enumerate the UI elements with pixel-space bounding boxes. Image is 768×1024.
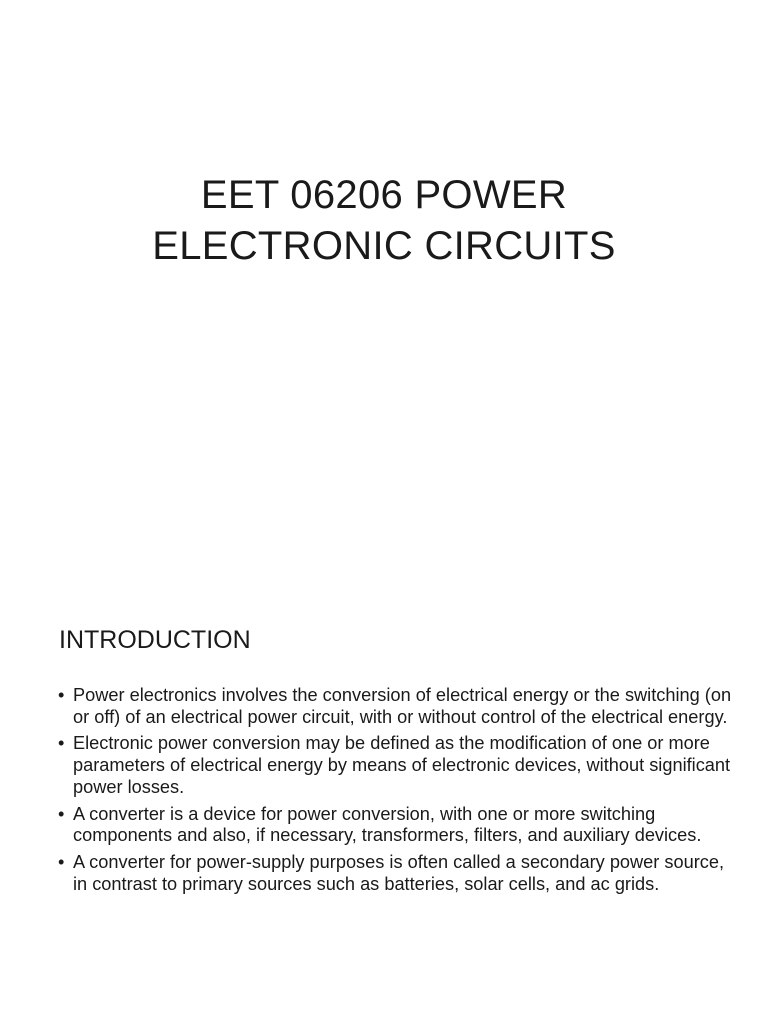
bullet-text: A converter for power-supply purposes is often called a secondary power source, in contrast to primary sources such as batteries, solar cells, and ac grids. [73,851,725,894]
bullet-marker: • [58,685,65,705]
bullet-item [58,685,738,728]
bullet-list [58,685,738,900]
bullet-item [58,733,738,798]
bullet-marker: • [58,733,65,754]
bullet-text: Electronic power conversion may be defined as the modification of one or more parameters of electrical energy by means of electronic devices, without significant power losses. [73,733,731,797]
section-heading: INTRODUCTION [59,626,251,654]
slide-title [0,170,768,272]
bullet-text: A converter is a device for power conversion, with one or more switching components and also, if necessary, transformers, filters, and auxiliary devices. [73,803,702,846]
bullet-item [58,804,738,847]
slide-title-line-1: EET 06206 POWER [200,173,568,217]
bullet-marker: • [58,851,65,872]
slide-title-line-2: ELECTRONIC CIRCUITS [152,224,616,268]
bullet-text: Power electronics involves the conversion of electrical energy or the switching (on or off) of an electrical power circuit, with or without control of the electrical energy. [73,685,732,727]
bullet-item [58,852,738,895]
bullet-marker: • [58,803,65,824]
